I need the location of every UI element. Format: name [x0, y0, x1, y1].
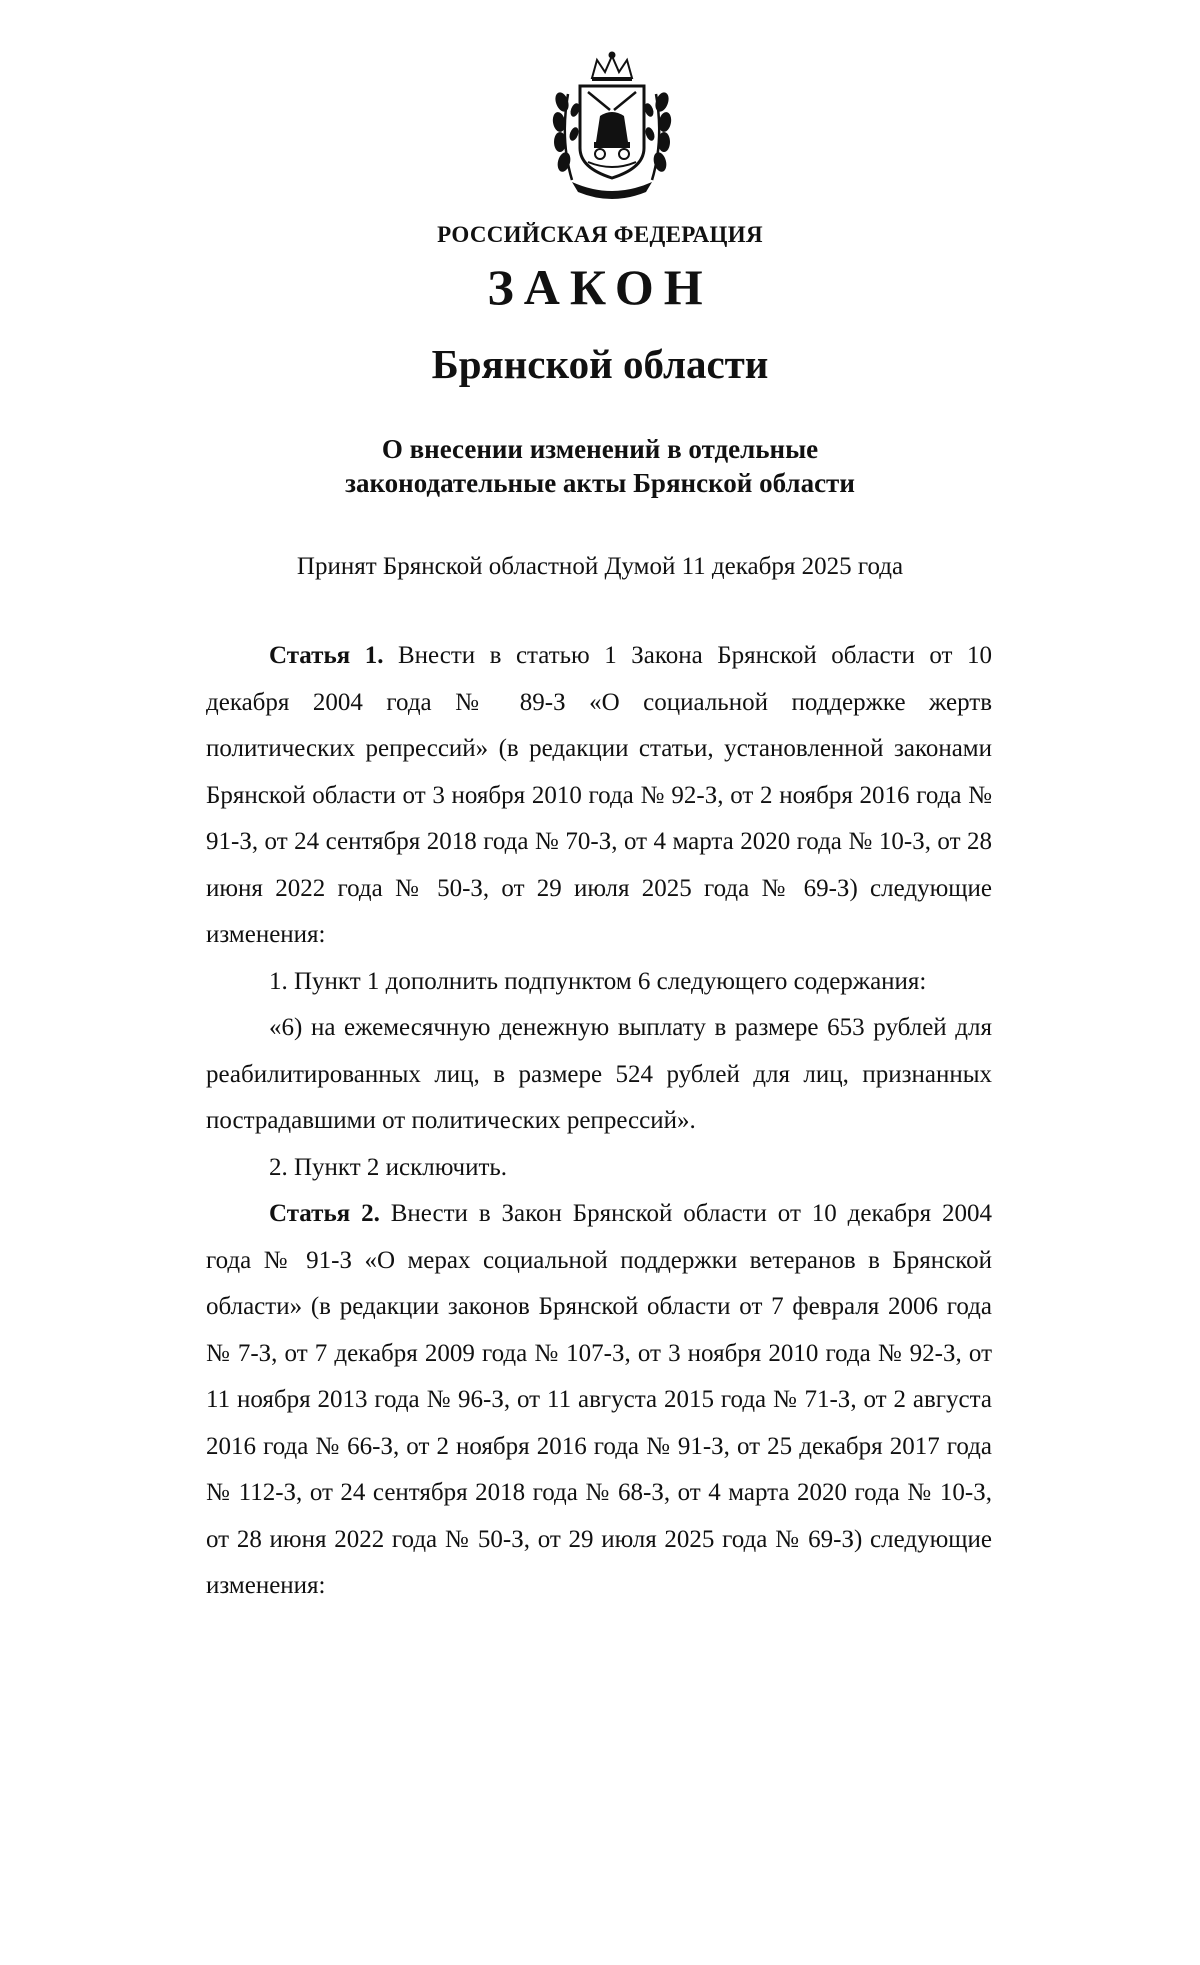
law-subject-line-1: О внесении изменений в отдельные [381, 434, 819, 464]
document-type-title: ЗАКОН [487, 259, 713, 315]
article-2-text: Внести в Закон Брянской области от 10 декабря 2004 года № 91-З «О мерах социальной поддержки ветеранов в Брянской области» (в редакции законов Брянской области от 7 февраля 2006 года № 7-З, от 7 декабря 2009 года № 107-З, от 3 ноября 2010 года № 92-З, от 11 ноября 2013 года № 96-З, от 11 августа 2015 года № 71-З, от 2 августа 2016 года № 66-З, от 2 ноября 2016 года № 91-З, от 25 декабря 2017 года № 112-З, от 24 сентября 2018 года № 68-З, от 4 марта 2020 года № 10-З, от 28 июня 2022 года № 50-З, от 29 июля 2025 года № 69-З) следующие изменения: [206, 1200, 992, 1599]
adoption-note: Принят Брянской областной Думой 11 декабря 2025 года [296, 553, 904, 580]
article-1-item-1: 1. Пункт 1 дополнить подпунктом 6 следующего содержания: [269, 967, 927, 995]
article-1-item-1-quote: «6) на ежемесячную денежную выплату в размере 653 рублей для реабилитированных лиц, в размере 524 рублей для лиц, признанных пострадавшими от политических репрессий». [206, 1014, 992, 1134]
article-2-label: Статья 2. [269, 1200, 380, 1227]
article-1-paragraph [206, 633, 992, 959]
article-1-label: Статья 1. [269, 642, 384, 669]
region-title: Брянской области [431, 341, 769, 387]
coat-of-arms-icon [542, 50, 682, 200]
law-body [206, 633, 992, 1610]
article-2-paragraph [206, 1191, 992, 1610]
article-1-item-2: 2. Пункт 2 исключить. [269, 1153, 508, 1181]
article-1-text: Внести в статью 1 Закона Брянской области от 10 декабря 2004 года № 89-З «О социальной поддержке жертв политических репрессий» (в редакции статьи, установленной законами Брянской области от 3 ноября 2010 года № 92-З, от 2 ноября 2016 года № 91-З, от 24 сентября 2018 года № 70-З, от 4 марта 2020 года № 10-З, от 28 июня 2022 года № 50-З, от 29 июля 2025 года № 69-З) следующие изменения: [206, 642, 992, 948]
law-subject [0, 432, 1200, 500]
country-title: РОССИЙСКАЯ ФЕДЕРАЦИЯ [437, 222, 763, 247]
law-subject-line-2: законодательные акты Брянской области [345, 468, 855, 498]
